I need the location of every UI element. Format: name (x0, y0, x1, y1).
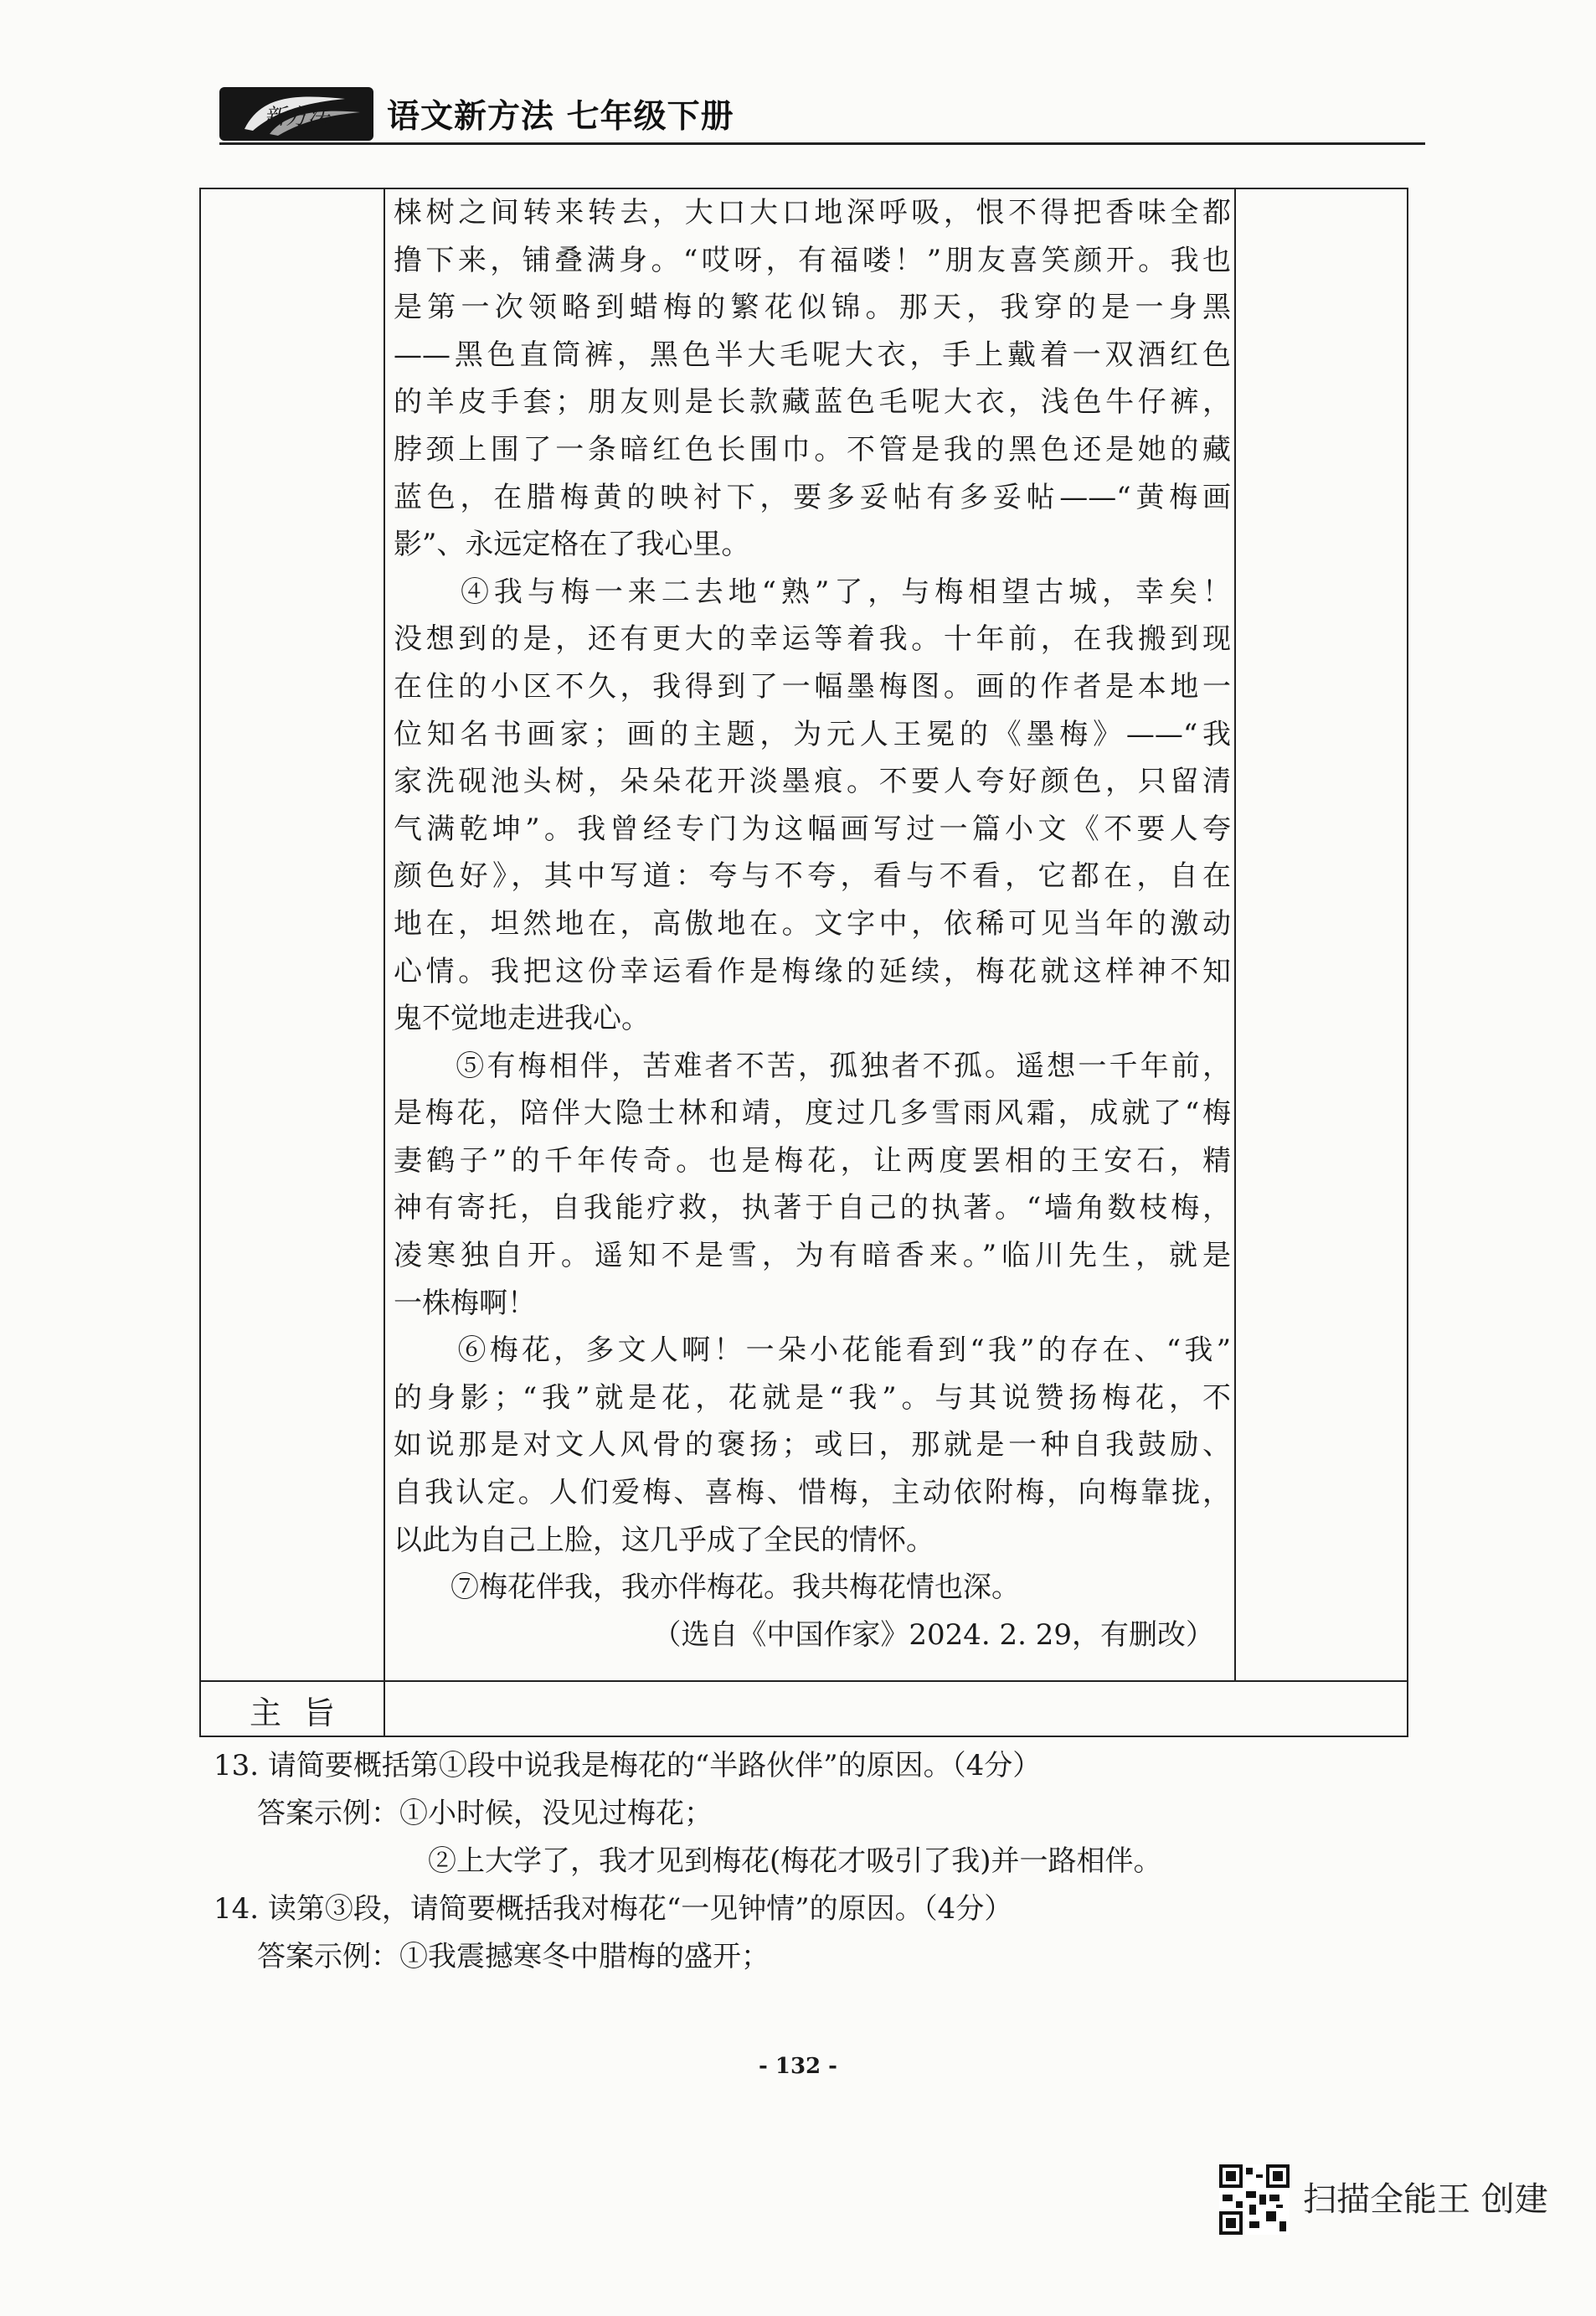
questions-section (214, 1742, 1419, 1981)
passage-line: 妻鹤子”的千年传奇。也是梅花，让两度罢相的王安石，精 (394, 1143, 1231, 1178)
passage-line: ⑤有梅相伴，苦难者不苦，孤独者不孤。遥想一千年前， (394, 1049, 1231, 1083)
table-divider-left (384, 189, 385, 1736)
passage-line: 脖颈上围了一条暗红色长围巾。不管是我的黑色还是她的藏 (394, 432, 1231, 467)
passage-line: 撸下来，铺叠满身。“哎呀，有福喽！”朋友喜笑颜开。我也 (394, 243, 1231, 277)
passage-line: 鬼不觉地走进我心。 (394, 1002, 650, 1036)
book-title: 语文新方法 七年级下册 (387, 98, 734, 136)
passage-line: 自我认定。人们爱梅、喜梅、惜梅，主动依附梅，向梅靠拢， (394, 1476, 1231, 1510)
passage-line: 在住的小区不久，我得到了一幅墨梅图。画的作者是本地一 (394, 669, 1231, 704)
passage-line: ④我与梅一来二去地“熟”了，与梅相望古城，幸矣！ (394, 575, 1231, 609)
passage-line: 如说那是对文人风骨的褒扬；或曰，那就是一种自我鼓励、 (394, 1428, 1231, 1462)
passage-line: ——黑色直筒裤，黑色半大毛呢大衣，手上戴着一双酒红色 (394, 338, 1231, 372)
passage-line: 位知名书画家；画的主题，为元人王冕的《墨梅》——“我 (394, 717, 1231, 751)
page-number: - 132 - (759, 2054, 837, 2079)
passage-source: （选自《中国作家》2024. 2. 29，有删改） (652, 1617, 1214, 1652)
publisher-logo (219, 87, 373, 141)
header-divider (219, 142, 1425, 145)
answer-label: 答案示例： (257, 1797, 399, 1830)
svg-text:新方法: 新方法 (263, 105, 330, 130)
passage-line: 蓝色，在腊梅黄的映衬下，要多妥帖有多妥帖——“黄梅画 (394, 480, 1231, 514)
passage-line: 家洗砚池头树，朵朵花开淡墨痕。不要人夸好颜色，只留清 (394, 765, 1231, 799)
passage-text (394, 189, 1231, 1658)
table-divider-right (1234, 189, 1236, 1680)
qr-code-icon (1219, 2164, 1290, 2235)
passage-line: 是第一次领略到蜡梅的繁花似锦。那天，我穿的是一身黑 (394, 291, 1231, 325)
answer-text: ②上大学了，我才见到梅花(梅花才吸引了我)并一路相伴。 (428, 1844, 1162, 1878)
answer-14-line-1 (214, 1933, 1419, 1981)
question-13: 13. 请简要概括第①段中说我是梅花的“半路伙伴”的原因。（4分） (214, 1749, 1042, 1782)
reading-table (199, 188, 1408, 1737)
answer-13-line-2 (214, 1838, 1419, 1885)
passage-line: ⑦梅花伴我，我亦伴梅花。我共梅花情也深。 (394, 1571, 1020, 1605)
passage-line: ⑥梅花，多文人啊！一朵小花能看到“我”的存在、“我” (394, 1333, 1231, 1368)
passage-line: 气满乾坤”。我曾经专门为这幅画写过一篇小文《不要人夸 (394, 812, 1231, 846)
answer-label: 答案示例： (257, 1940, 399, 1973)
passage-line: 是梅花，陪伴大隐士林和靖，度过几多雪雨风霜，成就了“梅 (394, 1096, 1231, 1131)
passage-line: 影”、永远定格在了我心里。 (394, 528, 750, 562)
passage-line: 心情。我把这份幸运看作是梅缘的延续，梅花就这样神不知 (394, 954, 1231, 988)
answer-13-line-1 (214, 1790, 1419, 1838)
passage-line: 没想到的是，还有更大的幸运等着我。十年前，在我搬到现 (394, 622, 1231, 657)
passage-line: 颜色好》，其中写道：夸与不夸，看与不看，它都在，自在 (394, 859, 1231, 894)
main-idea-label: 主旨 (249, 1694, 357, 1731)
scanner-watermark: 扫描全能王 创建 (1303, 2180, 1548, 2219)
answer-text: ①小时候，没见过梅花； (399, 1797, 713, 1830)
passage-line: 地在，坦然地在，高傲地在。文字中，依稀可见当年的激动 (394, 906, 1231, 941)
passage-line: 神有寄托，自我能疗救，执著于自己的执著。“墙角数枝梅， (394, 1191, 1231, 1225)
passage-line: 的身影；“我”就是花，花就是“我”。与其说赞扬梅花，不 (394, 1380, 1231, 1415)
passage-line: 一株梅啊！ (394, 1286, 536, 1320)
passage-line: 梾树之间转来转去，大口大口地深呼吸，恨不得把香味全都 (394, 196, 1231, 230)
passage-line: 以此为自己上脸，这几乎成了全民的情怀。 (394, 1523, 934, 1557)
answer-text: ①我震撼寒冬中腊梅的盛开； (399, 1940, 770, 1973)
passage-line: 的羊皮手套；朋友则是长款藏蓝色毛呢大衣，浅色牛仔裤， (394, 385, 1231, 420)
question-14: 14. 读第③段，请简要概括我对梅花“一见钟情”的原因。（4分） (214, 1892, 1013, 1926)
passage-line: 凌寒独自开。遥知不是雪，为有暗香来。”临川先生，就是 (394, 1239, 1231, 1273)
